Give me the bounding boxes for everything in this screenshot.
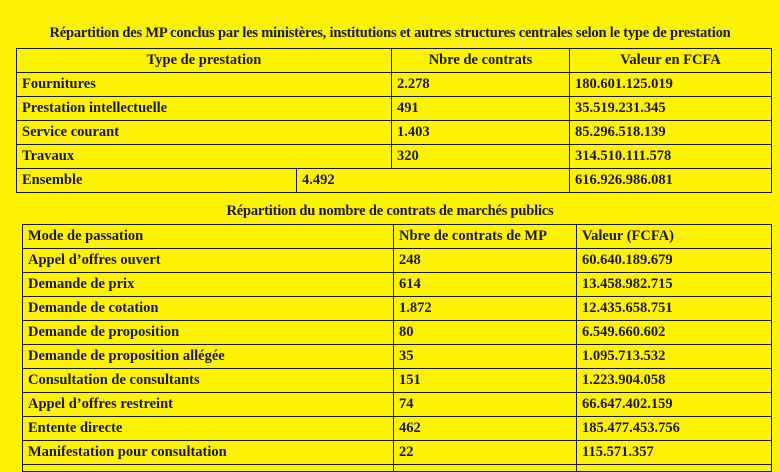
cell-value: 115.571.357 [577,441,772,465]
cell-mode: Demande de proposition [23,321,394,345]
cell-mode: Demande de cotation [23,297,394,321]
cell-mode: Demande de proposition allégée [23,345,394,369]
table-row [23,345,772,369]
cell-count: 320 [392,145,570,169]
cell-total-value: 616.926.986.081 [570,169,772,193]
cell-mode: Appel d’offres ouvert [23,249,394,273]
header-nbre-contrats: Nbre de contrats [392,49,570,73]
cell-value: 13.458.982.715 [577,273,772,297]
cell-type: Prestation intellectuelle [17,97,392,121]
cell-empty [394,465,577,472]
cell-mode: Appel d’offres restreint [23,393,394,417]
header-valeur-fcfa: Valeur (FCFA) [577,225,772,249]
table-row [23,393,772,417]
table-row [23,321,772,345]
cell-mode: Demande de prix [23,273,394,297]
cell-mode: Manifestation pour consultation [23,441,394,465]
table-row [17,97,772,121]
table-row [23,369,772,393]
table-header-row [17,49,772,73]
table2-title: Répartition du nombre de contrats de marchés publics [226,203,554,219]
cell-count: 35 [394,345,577,369]
cell-value: 35.519.231.345 [570,97,772,121]
cell-total-label: Ensemble [17,169,297,193]
cell-value: 180.601.125.019 [570,73,772,97]
cell-count: 151 [394,369,577,393]
cell-type: Travaux [17,145,392,169]
cell-count: 248 [394,249,577,273]
table-row [23,297,772,321]
cell-count: 491 [392,97,570,121]
cell-mode: Consultation de consultants [23,369,394,393]
cell-count: 74 [394,393,577,417]
cell-count: 614 [394,273,577,297]
cell-value: 6.549.660.602 [577,321,772,345]
table-row [23,417,772,441]
cell-count: 462 [394,417,577,441]
table-row [17,73,772,97]
table1-title: Répartition des MP conclus par les ministères, institutions et autres structures centrales selon le type de prestation [49,25,731,41]
cell-mode: Entente directe [23,417,394,441]
passation-mode-table [22,224,772,472]
cell-empty [577,465,772,472]
cell-total-count: 4.492 [297,169,570,193]
cell-value: 60.640.189.679 [577,249,772,273]
header-valeur: Valeur en FCFA [570,49,772,73]
cell-value: 1.223.904.058 [577,369,772,393]
table-row [17,121,772,145]
table-row [23,273,772,297]
prestation-type-table [16,48,772,193]
cell-value: 314.510.111.578 [570,145,772,169]
table-total-row [17,169,772,193]
cell-count: 1.403 [392,121,570,145]
header-mode-passation: Mode de passation [23,225,394,249]
cell-type: Service courant [17,121,392,145]
cell-value: 185.477.453.756 [577,417,772,441]
cell-value: 12.435.658.751 [577,297,772,321]
cell-count: 1.872 [394,297,577,321]
header-type-prestation: Type de prestation [17,49,392,73]
table-row [23,441,772,465]
cell-value: 66.647.402.159 [577,393,772,417]
table-row [23,249,772,273]
cell-count: 80 [394,321,577,345]
cell-count: 22 [394,441,577,465]
table-row [17,145,772,169]
table-row-cutoff [23,465,772,472]
cell-type: Fournitures [17,73,392,97]
cell-empty [23,465,394,472]
table-header-row [23,225,772,249]
cell-count: 2.278 [392,73,570,97]
cell-value: 1.095.713.532 [577,345,772,369]
cell-value: 85.296.518.139 [570,121,772,145]
header-nbre-contrats-mp: Nbre de contrats de MP [394,225,577,249]
